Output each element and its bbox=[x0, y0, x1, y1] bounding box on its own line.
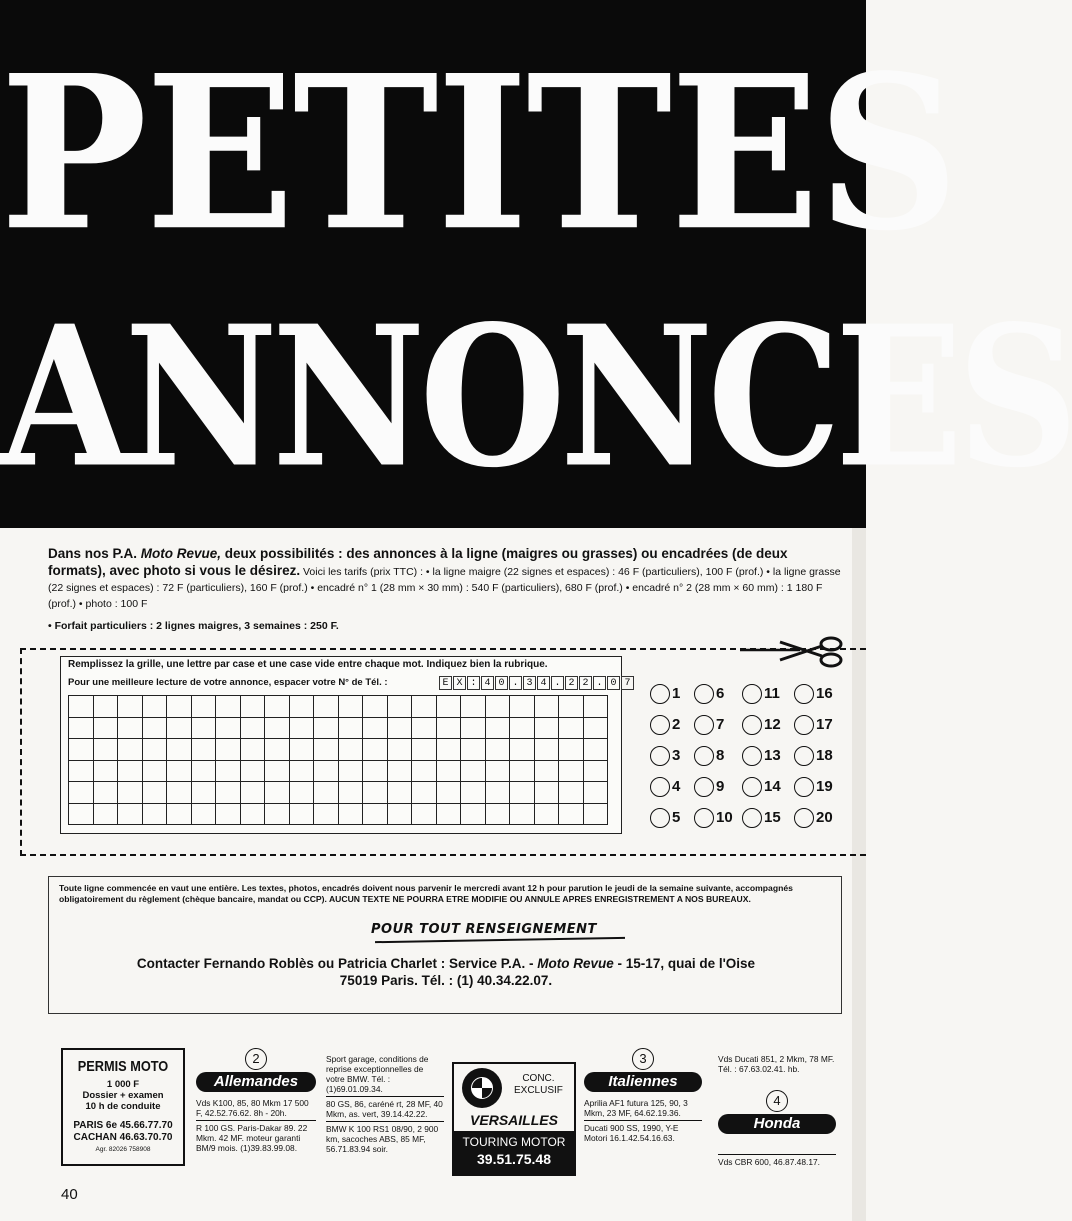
letter-cell[interactable] bbox=[118, 718, 143, 740]
col-allemandes bbox=[196, 1048, 316, 1155]
letter-cell[interactable] bbox=[486, 782, 511, 804]
letter-cell[interactable] bbox=[265, 804, 290, 826]
classified-item: Aprilia AF1 futura 125, 90, 3 Mkm, 23 MF, 64.62.19.36. bbox=[584, 1096, 702, 1121]
letter-cell[interactable] bbox=[216, 804, 241, 826]
radio-circle-icon bbox=[650, 715, 670, 735]
radio-circle-icon bbox=[794, 715, 814, 735]
letter-cell[interactable] bbox=[216, 739, 241, 761]
handwritten-underline bbox=[375, 937, 625, 943]
rubric-option[interactable]: 18 bbox=[794, 740, 838, 771]
rubric-option[interactable]: 15 bbox=[742, 802, 794, 833]
letter-cell[interactable] bbox=[339, 761, 364, 783]
ad-city: VERSAILLES bbox=[470, 1112, 558, 1128]
radio-circle-icon bbox=[742, 777, 762, 797]
letter-cell[interactable] bbox=[363, 804, 388, 826]
letter-cell[interactable] bbox=[559, 761, 584, 783]
letter-cell[interactable] bbox=[143, 804, 168, 826]
ad-phone: 39.51.75.48 bbox=[477, 1151, 551, 1167]
letter-cell[interactable] bbox=[388, 761, 413, 783]
letter-cell[interactable] bbox=[94, 739, 119, 761]
letter-cell[interactable] bbox=[388, 718, 413, 740]
info-box bbox=[48, 876, 842, 1014]
letter-cell[interactable] bbox=[118, 739, 143, 761]
letter-cell[interactable] bbox=[363, 761, 388, 783]
rubric-option[interactable]: 5 bbox=[650, 802, 694, 833]
letter-cell[interactable] bbox=[94, 696, 119, 718]
intro-tarifs: Voici les tarifs (prix TTC) : • la ligne maigre (22 signes et espaces) : 46 F (particuliers), 100 F (prof.) • la ligne grasse (22 signes et espaces) : 72 F (particuliers), 160 F (prof.) • encadré n° 1 (28 mm × 30 mm) : 540 F (particuliers), 680 F (prof.) • encadré n° 2 (28 mm × 60 mm) : 1 180 F (prof.) • photo : 100 F bbox=[48, 566, 841, 610]
letter-cell[interactable] bbox=[118, 696, 143, 718]
radio-circle-icon bbox=[794, 746, 814, 766]
scissors-icon bbox=[740, 636, 844, 668]
letter-cell[interactable] bbox=[584, 804, 609, 826]
letter-cell[interactable] bbox=[437, 804, 462, 826]
letter-cell[interactable] bbox=[437, 739, 462, 761]
letter-cell[interactable] bbox=[290, 804, 315, 826]
letter-cell[interactable] bbox=[192, 804, 217, 826]
rubric-option[interactable]: 2 bbox=[650, 709, 694, 740]
letter-cell[interactable] bbox=[69, 804, 94, 826]
letter-cell[interactable] bbox=[559, 718, 584, 740]
ad-agr: Agr. 82026 758908 bbox=[95, 1146, 151, 1153]
radio-circle-icon bbox=[694, 746, 714, 766]
rubric-option[interactable]: 12 bbox=[742, 709, 794, 740]
letter-cell[interactable] bbox=[535, 739, 560, 761]
letter-cell[interactable] bbox=[559, 782, 584, 804]
letter-cell[interactable] bbox=[510, 696, 535, 718]
letter-cell[interactable] bbox=[510, 761, 535, 783]
rubric-option[interactable]: 10 bbox=[694, 802, 742, 833]
col-bmw bbox=[326, 1052, 444, 1156]
rubric-option[interactable]: 7 bbox=[694, 709, 742, 740]
letter-cell[interactable] bbox=[437, 718, 462, 740]
letter-cell[interactable] bbox=[192, 696, 217, 718]
letter-cell[interactable] bbox=[241, 761, 266, 783]
letter-cell[interactable] bbox=[192, 718, 217, 740]
letter-cell[interactable] bbox=[461, 739, 486, 761]
letter-cell[interactable] bbox=[167, 696, 192, 718]
letter-cell[interactable] bbox=[216, 761, 241, 783]
radio-circle-icon bbox=[794, 684, 814, 704]
letter-cell[interactable] bbox=[167, 718, 192, 740]
forfait-line: • Forfait particuliers : 2 lignes maigres, 3 semaines : 250 F. bbox=[48, 620, 339, 632]
rubric-tag: Honda bbox=[718, 1114, 836, 1134]
letter-cell[interactable] bbox=[167, 761, 192, 783]
letter-cell[interactable] bbox=[461, 761, 486, 783]
letter-cells[interactable] bbox=[68, 695, 608, 825]
letter-cell[interactable] bbox=[94, 782, 119, 804]
letter-cell[interactable] bbox=[314, 782, 339, 804]
rubric-option[interactable]: 14 bbox=[742, 771, 794, 802]
letter-cell[interactable] bbox=[241, 782, 266, 804]
letter-cell[interactable] bbox=[216, 696, 241, 718]
letter-cell[interactable] bbox=[314, 718, 339, 740]
title-banner bbox=[0, 0, 1072, 528]
letter-cell[interactable] bbox=[69, 739, 94, 761]
letter-cell[interactable] bbox=[265, 696, 290, 718]
letter-cell[interactable] bbox=[559, 804, 584, 826]
rubric-option[interactable]: 1 bbox=[650, 678, 694, 709]
letter-cell[interactable] bbox=[118, 761, 143, 783]
letter-cell[interactable] bbox=[118, 804, 143, 826]
letter-cell[interactable] bbox=[412, 696, 437, 718]
letter-cell[interactable] bbox=[143, 696, 168, 718]
radio-circle-icon bbox=[650, 777, 670, 797]
rubric-tag: Allemandes bbox=[196, 1072, 316, 1092]
letter-cell[interactable] bbox=[241, 718, 266, 740]
letter-cell[interactable] bbox=[388, 739, 413, 761]
letter-cell[interactable] bbox=[535, 718, 560, 740]
letter-cell[interactable] bbox=[388, 782, 413, 804]
letter-cell[interactable] bbox=[314, 804, 339, 826]
letter-cell[interactable] bbox=[363, 739, 388, 761]
rubric-option[interactable]: 8 bbox=[694, 740, 742, 771]
classified-item: BMW K 100 RS1 08/90, 2 900 km, sacoches ABS, 85 MF, 56.71.83.94 soir. bbox=[326, 1124, 439, 1154]
letter-cell[interactable] bbox=[461, 804, 486, 826]
letter-cell[interactable] bbox=[584, 696, 609, 718]
classified-item: Vds Ducati 851, 2 Mkm, 78 MF. Tél. : 67.63.02.41. hb. bbox=[718, 1054, 835, 1074]
letter-cell[interactable] bbox=[559, 739, 584, 761]
page-edge bbox=[852, 528, 866, 1221]
radio-circle-icon bbox=[742, 808, 762, 828]
letter-cell[interactable] bbox=[412, 804, 437, 826]
classified-item: Vds K100, 85, 80 Mkm 17 500 F, 42.52.76.62. 8h - 20h. bbox=[196, 1096, 316, 1121]
letter-cell[interactable] bbox=[143, 782, 168, 804]
letter-cell[interactable] bbox=[486, 696, 511, 718]
letter-cell[interactable] bbox=[363, 718, 388, 740]
phone-example: E X : 4 0 . 3 4 . 2 2 . 0 7 bbox=[439, 676, 635, 690]
letter-cell[interactable] bbox=[388, 696, 413, 718]
letter-cell[interactable] bbox=[118, 782, 143, 804]
classified-item: R 100 GS. Paris-Dakar 89. 22 Mkm. 42 MF. moteur garanti BM/9 mois. (1)39.83.99.08. bbox=[196, 1123, 308, 1153]
letter-cell[interactable] bbox=[486, 804, 511, 826]
radio-circle-icon bbox=[650, 808, 670, 828]
rubric-number: 2 bbox=[245, 1048, 267, 1070]
banner-title-line2: ANNONCES bbox=[0, 282, 1072, 511]
ad-price: 1 000 F bbox=[106, 1079, 140, 1090]
col-honda bbox=[718, 1052, 836, 1169]
letter-cell[interactable] bbox=[94, 804, 119, 826]
rubric-option[interactable]: 4 bbox=[650, 771, 694, 802]
ad-dark-panel bbox=[454, 1131, 574, 1174]
ad-dealer: TOURING MOTOR bbox=[462, 1135, 566, 1149]
ad-permis-moto bbox=[61, 1048, 185, 1166]
letter-cell[interactable] bbox=[584, 782, 609, 804]
grid-instruction: Remplissez la grille, une lettre par case et une case vide entre chaque mot. Indiquez bien la rubrique. bbox=[68, 659, 548, 670]
letter-cell[interactable] bbox=[94, 761, 119, 783]
radio-circle-icon bbox=[694, 808, 714, 828]
rubric-tag: Italiennes bbox=[584, 1072, 702, 1092]
intro-paragraph bbox=[48, 546, 848, 612]
classified-item: 80 GS, 86, caréné rt, 28 MF, 40 Mkm, as. vert, 39.14.42.22. bbox=[326, 1097, 444, 1122]
letter-cell[interactable] bbox=[290, 696, 315, 718]
letter-cell[interactable] bbox=[486, 739, 511, 761]
letter-cell[interactable] bbox=[412, 761, 437, 783]
radio-circle-icon bbox=[694, 777, 714, 797]
letter-cell[interactable] bbox=[290, 761, 315, 783]
letter-cell[interactable] bbox=[363, 696, 388, 718]
ad-entry-grid bbox=[60, 656, 631, 834]
letter-cell[interactable] bbox=[535, 696, 560, 718]
letter-cell[interactable] bbox=[486, 718, 511, 740]
phone-instruction: Pour une meilleure lecture de votre annonce, espacer votre N° de Tél. : bbox=[68, 677, 388, 688]
letter-cell[interactable] bbox=[241, 739, 266, 761]
letter-cell[interactable] bbox=[69, 718, 94, 740]
ad-conc: CONC. EXCLUSIF bbox=[514, 1073, 563, 1096]
intro-lead: Dans nos P.A. Moto Revue, deux possibilités : des annonces à la ligne (maigres ou grasses) ou encadrées (de deux formats), avec photo si vous le désirez. bbox=[48, 546, 788, 578]
letter-cell[interactable] bbox=[437, 782, 462, 804]
letter-cell[interactable] bbox=[535, 761, 560, 783]
letter-cell[interactable] bbox=[437, 761, 462, 783]
contact-text: Contacter Fernando Roblès ou Patricia Charlet : Service P.A. - Moto Revue - 15-17, quai de l'Oise 75019 Paris. Tél. : (1) 40.34.22.07. bbox=[136, 956, 756, 988]
classified-item: Sport garage, conditions de reprise exceptionnelles de votre BMW. Tél. :(1)69.01.09.34. bbox=[326, 1052, 444, 1097]
radio-circle-icon bbox=[794, 808, 814, 828]
letter-cell[interactable] bbox=[339, 804, 364, 826]
bmw-logo-icon bbox=[462, 1068, 502, 1108]
letter-cell[interactable] bbox=[69, 761, 94, 783]
letter-cell[interactable] bbox=[241, 804, 266, 826]
rubric-option[interactable]: 13 bbox=[742, 740, 794, 771]
classified-item: Ducati 900 SS, 1990, Y-E Motori 16.1.42.54.16.63. bbox=[584, 1123, 679, 1143]
radio-circle-icon bbox=[742, 715, 762, 735]
letter-cell[interactable] bbox=[461, 696, 486, 718]
letter-cell[interactable] bbox=[510, 804, 535, 826]
letter-cell[interactable] bbox=[167, 739, 192, 761]
letter-cell[interactable] bbox=[143, 718, 168, 740]
banner-title-line1: PETITES bbox=[0, 29, 958, 279]
rubric-option[interactable]: 6 bbox=[694, 678, 742, 709]
letter-cell[interactable] bbox=[143, 761, 168, 783]
letter-cell[interactable] bbox=[412, 739, 437, 761]
letter-cell[interactable] bbox=[265, 761, 290, 783]
letter-cell[interactable] bbox=[290, 739, 315, 761]
radio-circle-icon bbox=[742, 684, 762, 704]
letter-cell[interactable] bbox=[314, 739, 339, 761]
rubric-option[interactable]: 16 bbox=[794, 678, 838, 709]
ad-touring-motor bbox=[452, 1062, 576, 1176]
ad-phones: PARIS 6e 45.66.77.70 CACHAN 46.63.70.70 bbox=[73, 1120, 173, 1143]
letter-cell[interactable] bbox=[510, 782, 535, 804]
ad-title: PERMIS MOTO bbox=[77, 1058, 169, 1075]
letter-cell[interactable] bbox=[167, 782, 192, 804]
letter-cell[interactable] bbox=[510, 739, 535, 761]
rubric-option[interactable]: 11 bbox=[742, 678, 794, 709]
letter-cell[interactable] bbox=[314, 761, 339, 783]
radio-circle-icon bbox=[742, 746, 762, 766]
letter-cell[interactable] bbox=[510, 718, 535, 740]
handwritten-heading: POUR TOUT RENSEIGNEMENT bbox=[371, 922, 597, 937]
rubric-number: 4 bbox=[766, 1090, 788, 1112]
letter-cell[interactable] bbox=[339, 782, 364, 804]
ad-line: 10 h de conduite bbox=[85, 1101, 161, 1112]
letter-cell[interactable] bbox=[535, 804, 560, 826]
letter-cell[interactable] bbox=[486, 761, 511, 783]
letter-cell[interactable] bbox=[290, 782, 315, 804]
letter-cell[interactable] bbox=[412, 782, 437, 804]
letter-cell[interactable] bbox=[412, 718, 437, 740]
letter-cell[interactable] bbox=[241, 696, 266, 718]
letter-cell[interactable] bbox=[388, 804, 413, 826]
radio-circle-icon bbox=[650, 746, 670, 766]
letter-cell[interactable] bbox=[584, 761, 609, 783]
letter-cell[interactable] bbox=[167, 804, 192, 826]
letter-cell[interactable] bbox=[290, 718, 315, 740]
radio-circle-icon bbox=[650, 684, 670, 704]
letter-cell[interactable] bbox=[559, 696, 584, 718]
letter-cell[interactable] bbox=[461, 718, 486, 740]
letter-cell[interactable] bbox=[339, 739, 364, 761]
letter-cell[interactable] bbox=[143, 739, 168, 761]
letter-cell[interactable] bbox=[69, 696, 94, 718]
letter-cell[interactable] bbox=[192, 761, 217, 783]
radio-circle-icon bbox=[794, 777, 814, 797]
rubric-option[interactable]: 3 bbox=[650, 740, 694, 771]
rubric-option[interactable]: 19 bbox=[794, 771, 838, 802]
rubric-option[interactable]: 20 bbox=[794, 802, 838, 833]
rubric-option[interactable]: 9 bbox=[694, 771, 742, 802]
letter-cell[interactable] bbox=[94, 718, 119, 740]
letter-cell[interactable] bbox=[584, 739, 609, 761]
rubric-selector bbox=[650, 678, 846, 833]
letter-cell[interactable] bbox=[192, 782, 217, 804]
radio-circle-icon bbox=[694, 684, 714, 704]
page-number: 40 bbox=[61, 1186, 78, 1203]
letter-cell[interactable] bbox=[339, 696, 364, 718]
ad-line: Dossier + examen bbox=[82, 1090, 164, 1101]
letter-cell[interactable] bbox=[535, 782, 560, 804]
rubric-option[interactable]: 17 bbox=[794, 709, 838, 740]
letter-cell[interactable] bbox=[339, 718, 364, 740]
letter-cell[interactable] bbox=[437, 696, 462, 718]
letter-cell[interactable] bbox=[584, 718, 609, 740]
letter-cell[interactable] bbox=[461, 782, 486, 804]
letter-cell[interactable] bbox=[216, 718, 241, 740]
radio-circle-icon bbox=[694, 715, 714, 735]
letter-cell[interactable] bbox=[216, 782, 241, 804]
letter-cell[interactable] bbox=[265, 782, 290, 804]
letter-cell[interactable] bbox=[363, 782, 388, 804]
conditions-text: Toute ligne commencée en vaut une entière. Les textes, photos, encadrés doivent nous parvenir le mercredi avant 12 h pour parution le jeudi de la semaine suivante, accompagnés obligatoirement du règlement (chèque bancaire, mandat ou CCP). AUCUN TEXTE NE POURRA ETRE MODIFIE OU ANNULE APRES ENREGISTREMENT A NOS BUREAUX. bbox=[59, 883, 793, 904]
rubric-number: 3 bbox=[632, 1048, 654, 1070]
letter-cell[interactable] bbox=[192, 739, 217, 761]
letter-cell[interactable] bbox=[314, 696, 339, 718]
letter-cell[interactable] bbox=[265, 718, 290, 740]
letter-cell[interactable] bbox=[69, 782, 94, 804]
classified-item: Vds CBR 600, 46.87.48.17. bbox=[718, 1154, 836, 1169]
letter-cell[interactable] bbox=[265, 739, 290, 761]
col-italiennes bbox=[584, 1048, 702, 1145]
